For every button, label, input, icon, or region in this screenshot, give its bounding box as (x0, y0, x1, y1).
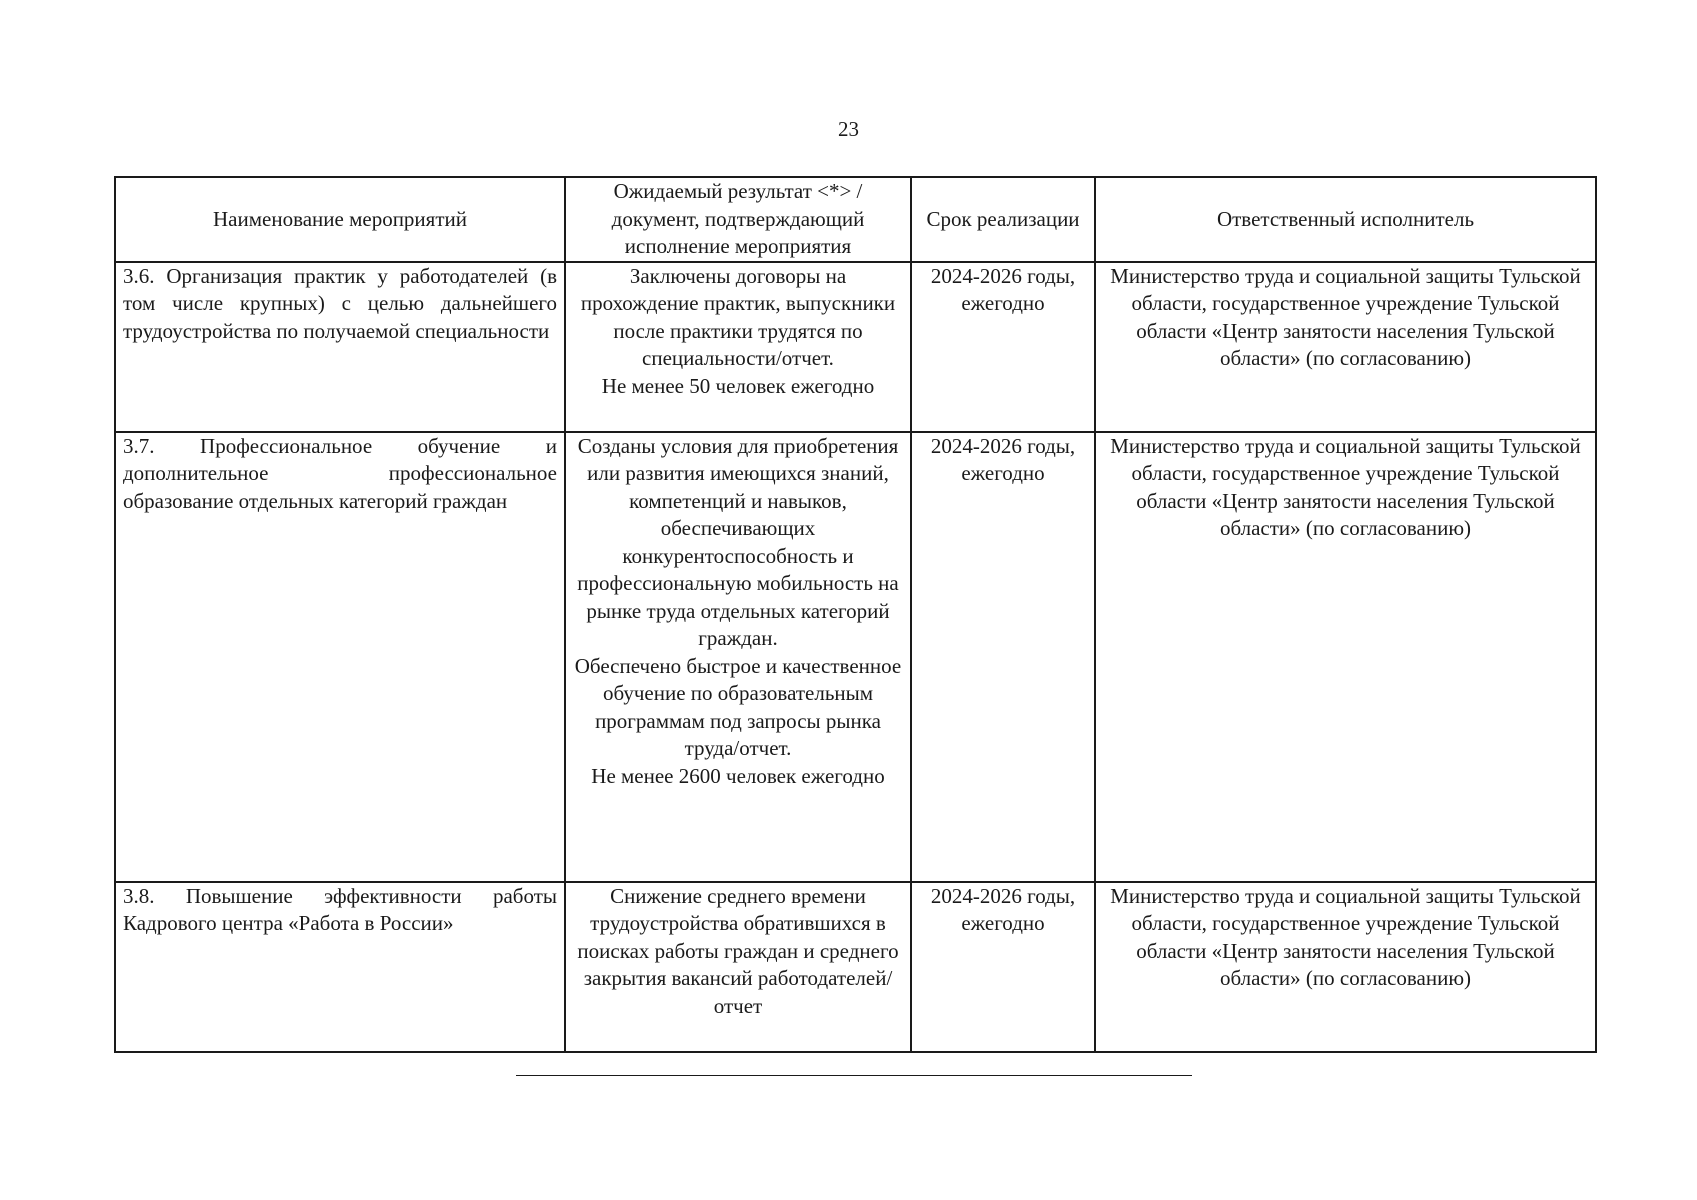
expected-result-text: Обеспечено быстрое и качественное обучение по образовательным программам под запросы рынка труда/отчет. (574, 653, 902, 760)
page-number: 23 (838, 117, 859, 141)
activity-name-cell: 3.7. Профессиональное обучение и дополнительное профессиональное образование отдельных категорий граждан (115, 432, 565, 882)
activities-table (114, 176, 1597, 1053)
activity-name-cell: 3.6. Организация практик у работодателей (в том числе крупных) с целью дальнейшего трудоустройства по получаемой специальности (115, 262, 565, 432)
expected-result-cell (565, 262, 911, 432)
header-term: Срок реализации (911, 177, 1095, 262)
term-cell: 2024-2026 годы, ежегодно (911, 262, 1095, 432)
responsible-cell: Министерство труда и социальной защиты Тульской области, государственное учреждение Тульской области «Центр занятости населения Тульской области» (по согласованию) (1095, 262, 1596, 432)
responsible-cell: Министерство труда и социальной защиты Тульской области, государственное учреждение Тульской области «Центр занятости населения Тульской области» (по согласованию) (1095, 432, 1596, 882)
activity-name-cell: 3.8. Повышение эффективности работы Кадрового центра «Работа в России» (115, 882, 565, 1052)
table-header-row (115, 177, 1596, 262)
table-row (115, 432, 1596, 882)
term-cell: 2024-2026 годы, ежегодно (911, 432, 1095, 882)
expected-result-text: Заключены договоры на прохождение практик, выпускники после практики трудятся по специальности/отчет. (580, 263, 896, 370)
header-activity-name: Наименование мероприятий (115, 177, 565, 262)
expected-result-cell (565, 432, 911, 882)
header-responsible: Ответственный исполнитель (1095, 177, 1596, 262)
table-row (115, 262, 1596, 432)
end-of-document-rule (516, 1075, 1192, 1076)
expected-result-cell: Снижение среднего времени трудоустройства обратившихся в поисках работы граждан и среднего закрытия вакансий работодателей/отчет (565, 882, 911, 1052)
header-expected-result: Ожидаемый результат <*> / документ, подтверждающий исполнение мероприятия (565, 177, 911, 262)
term-cell: 2024-2026 годы, ежегодно (911, 882, 1095, 1052)
expected-result-target: Не менее 50 человек ежегодно (601, 373, 875, 398)
responsible-cell: Министерство труда и социальной защиты Тульской области, государственное учреждение Тульской области «Центр занятости населения Тульской области» (по согласованию) (1095, 882, 1596, 1052)
expected-result-text: Созданы условия для приобретения или развития имеющихся знаний, компетенций и навыков, обеспечивающих конкурентоспособность и профессиональную мобильность на рынке труда отдельных категорий граждан. (577, 433, 899, 650)
expected-result-target: Не менее 2600 человек ежегодно (591, 763, 885, 788)
table-row (115, 882, 1596, 1052)
